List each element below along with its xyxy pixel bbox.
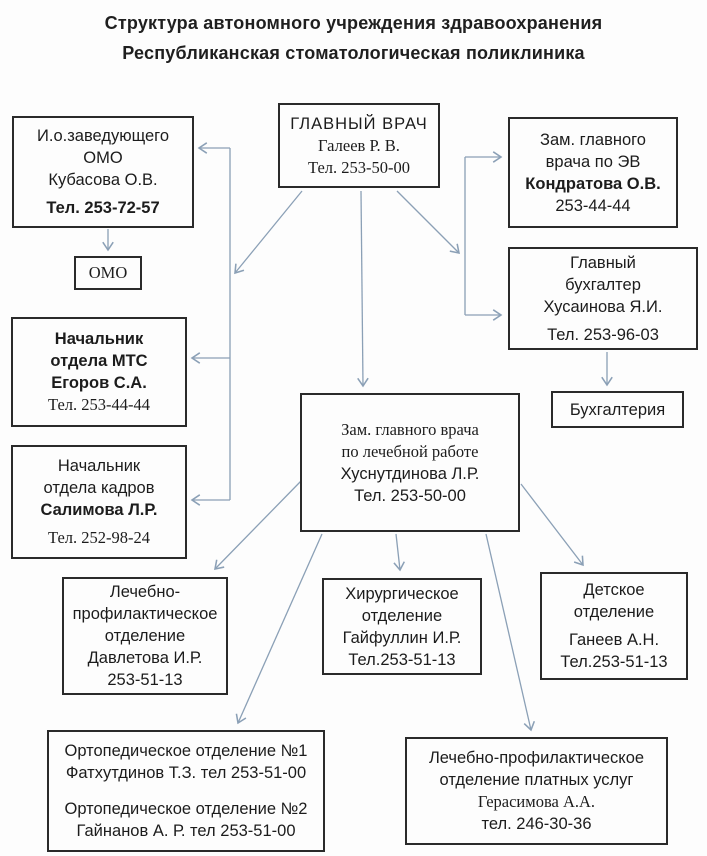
surgical-phone: Тел.253-51-13 bbox=[348, 650, 456, 669]
chief-doctor-phone: Тел. 253-50-00 bbox=[308, 157, 410, 177]
box-accounting bbox=[551, 391, 684, 428]
hr-title-1: Начальник bbox=[57, 457, 141, 475]
box-omo bbox=[74, 256, 142, 290]
deputy-med-title-2: по лечебной работе bbox=[341, 441, 479, 461]
chief-acct-phone: Тел. 253-96-03 bbox=[547, 325, 659, 344]
omo-label: ОМО bbox=[88, 263, 128, 282]
orthopedic-2-title: Ортопедическое отделение №2 bbox=[64, 800, 308, 818]
deputy-med-phone: Тел. 253-50-00 bbox=[354, 486, 466, 505]
hr-phone: Тел. 252-98-24 bbox=[48, 528, 150, 547]
chief-acct-title-2: бухгалтер bbox=[565, 275, 641, 294]
box-deputy-ev bbox=[508, 117, 678, 228]
children-title-1: Детское bbox=[583, 581, 645, 599]
hr-title-2: отдела кадров bbox=[43, 479, 155, 497]
hr-name: Салимова Л.Р. bbox=[40, 501, 158, 519]
treatment-title-3: отделение bbox=[104, 627, 186, 645]
arrow-chief-to-deputy-medical bbox=[361, 191, 363, 386]
paid-title-1: Лечебно-профилактическое bbox=[428, 749, 645, 767]
box-orthopedic-dept bbox=[47, 730, 325, 852]
children-phone: Тел.253-51-13 bbox=[560, 653, 668, 671]
title-line-2: Республиканская стоматологическая поликлиника bbox=[122, 43, 585, 63]
omo-head-phone: Тел. 253-72-57 bbox=[46, 199, 160, 217]
arrow-deputy-med-to-children bbox=[521, 484, 583, 565]
treatment-title-1: Лечебно- bbox=[109, 583, 181, 601]
box-children-dept bbox=[540, 572, 688, 680]
box-hr-head bbox=[11, 445, 187, 559]
surgical-name: Гайфуллин И.Р. bbox=[342, 628, 462, 647]
mts-name: Егоров С.А. bbox=[51, 374, 147, 392]
mts-title-1: Начальник bbox=[54, 330, 144, 348]
omo-head-title-2: ОМО bbox=[83, 149, 123, 167]
surgical-title-1: Хирургическое bbox=[345, 584, 459, 603]
orthopedic-1-title: Ортопедическое отделение №1 bbox=[64, 742, 308, 760]
mts-phone: Тел. 253-44-44 bbox=[48, 395, 150, 414]
mts-title-2: отдела МТС bbox=[50, 352, 148, 370]
arrow-deputy-med-to-orthopedic bbox=[238, 534, 322, 723]
box-surgical-dept bbox=[322, 578, 482, 675]
chief-acct-title-1: Главный bbox=[570, 253, 636, 272]
accounting-label: Бухгалтерия bbox=[569, 400, 666, 419]
box-chief-accountant bbox=[508, 247, 698, 350]
orthopedic-1-name: Фатхутдинов Т.З. тел 253-51-00 bbox=[65, 764, 307, 782]
deputy-med-title-1: Зам. главного врача bbox=[341, 419, 479, 439]
treatment-name: Давлетова И.Р. bbox=[87, 649, 203, 667]
arrow-deputy-med-to-paid bbox=[486, 534, 531, 730]
deputy-ev-phone: 253-44-44 bbox=[555, 196, 631, 215]
arrow-deputy-med-to-treatment bbox=[215, 481, 301, 569]
box-deputy-medical bbox=[300, 393, 520, 532]
orthopedic-2-name: Гайнанов А. Р. тел 253-51-00 bbox=[76, 822, 296, 840]
deputy-ev-title-2: врача по ЭВ bbox=[545, 152, 641, 171]
box-treatment-dept bbox=[62, 577, 228, 695]
chief-acct-name: Хусаинова Я.И. bbox=[543, 297, 663, 316]
paid-phone: тел. 246-30-36 bbox=[481, 815, 592, 833]
deputy-ev-name: Кондратова О.В. bbox=[525, 174, 661, 193]
deputy-med-name: Хуснутдинова Л.Р. bbox=[340, 464, 480, 483]
box-chief-doctor bbox=[278, 103, 440, 188]
title-line-1: Структура автономного учреждения здравоохранения bbox=[104, 13, 603, 33]
surgical-title-2: отделение bbox=[361, 606, 443, 625]
paid-name: Герасимова А.А. bbox=[477, 792, 596, 811]
children-title-2: отделение bbox=[573, 603, 655, 621]
arrow-chief-to-left-connector bbox=[235, 191, 302, 273]
treatment-title-2: профилактическое bbox=[72, 605, 218, 623]
arrow-chief-to-right-connector bbox=[397, 191, 459, 253]
box-omo-head bbox=[12, 116, 194, 228]
arrow-deputy-med-to-surgical bbox=[396, 534, 400, 570]
omo-head-title-1: И.о.заведующего bbox=[37, 127, 169, 145]
deputy-ev-title-1: Зам. главного bbox=[539, 130, 646, 149]
box-paid-dept bbox=[405, 737, 668, 845]
omo-head-name: Кубасова О.В. bbox=[48, 171, 158, 189]
treatment-phone: 253-51-13 bbox=[107, 671, 183, 689]
chief-doctor-title: ГЛАВНЫЙ ВРАЧ bbox=[290, 114, 428, 133]
box-mts-head bbox=[11, 317, 187, 427]
chief-doctor-name: Галеев Р. В. bbox=[318, 135, 400, 155]
children-name: Ганеев А.Н. bbox=[568, 631, 660, 649]
paid-title-2: отделение платных услуг bbox=[439, 771, 634, 789]
